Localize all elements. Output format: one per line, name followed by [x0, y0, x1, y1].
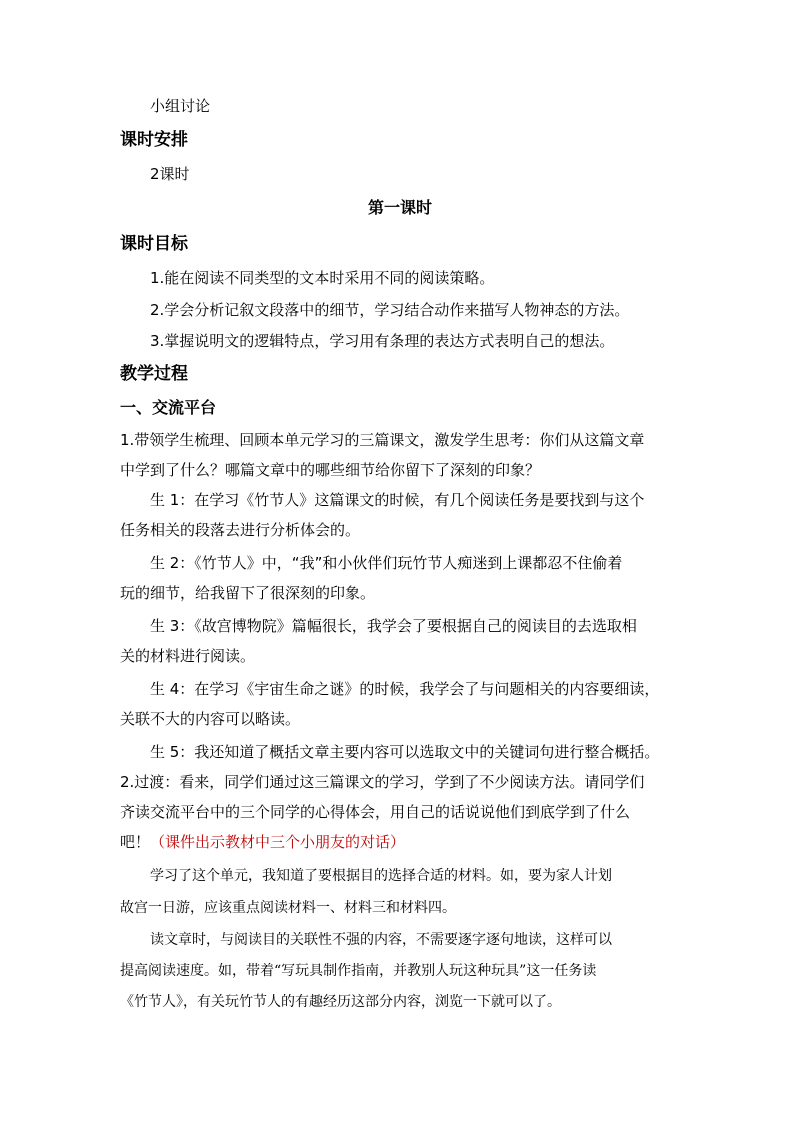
goals-heading: 课时目标 — [120, 234, 188, 254]
quote2-line-2: 提高阅读速度。如，带着“写玩具制作指南，并教别人玩这种玩具”这一任务读 — [120, 963, 597, 979]
student5-line-1: 生 5：我还知道了概括文章主要内容可以选取文中的关键词句进行整合概括。 — [150, 743, 660, 761]
goal-item-3: 3.掌握说明文的逻辑特点，学习用有条理的表达方式表明自己的想法。 — [150, 332, 615, 350]
student4-line-2: 关联不大的内容可以略读。 — [120, 710, 301, 728]
student1-line-1: 生 1：在学习《竹节人》这篇课文的时候，有几个阅读任务是要找到与这个 — [150, 491, 645, 509]
courseware-annotation: （课件出示教材中三个小朋友的对话） — [150, 833, 406, 851]
quote2-line-3: 《竹节人》，有关玩竹节人的有趣经历这部分内容，浏览一下就可以了。 — [120, 994, 561, 1010]
step2-line-1: 2.过渡：看来，同学们通过这三篇课文的学习，学到了不少阅读方法。请同学们 — [120, 773, 645, 791]
process-heading: 教学过程 — [120, 364, 188, 384]
student4-line-1: 生 4：在学习《宇宙生命之谜》的时候，我学会了与问题相关的内容要细读， — [150, 680, 660, 698]
section1-heading: 一、交流平台 — [120, 398, 217, 417]
student3-line-1: 生 3：《故宫博物院》篇幅很长，我学会了要根据自己的阅读目的去选取相 — [150, 617, 637, 635]
schedule-value: 2课时 — [150, 165, 190, 183]
lesson-title: 第一课时 — [367, 198, 432, 217]
step2-line-3-text: 吧！ — [120, 833, 151, 851]
student2-line-1: 生 2：《竹节人》中，“我”和小伙伴们玩竹节人痴迷到上课都忍不住偷着 — [150, 554, 623, 572]
quote1-line-2: 故宫一日游，应该重点阅读材料一、材料三和材料四。 — [120, 900, 456, 916]
goal-item-2: 2.学会分析记叙文段落中的细节，学习结合动作来描写人物神态的方法。 — [150, 301, 630, 319]
step1-line-2: 中学到了什么？哪篇文章中的哪些细节给你留下了深刻的印象？ — [120, 461, 541, 479]
quote2-line-1: 读文章时，与阅读目的关联性不强的内容，不需要逐字逐句地读，这样可以 — [150, 932, 612, 948]
group-discussion-text: 小组讨论 — [150, 97, 211, 115]
step2-line-2: 齐读交流平台中的三个同学的心得体会，用自己的话说说他们到底学到了什么 — [120, 803, 631, 821]
schedule-heading: 课时安排 — [120, 130, 188, 150]
step1-line-1: 1.带领学生梳理、回顾本单元学习的三篇课文，激发学生思考：你们从这篇文章 — [120, 431, 645, 449]
step2-line-3 — [120, 832, 680, 852]
goal-item-1: 1.能在阅读不同类型的文本时采用不同的阅读策略。 — [150, 269, 495, 287]
student2-line-2: 玩的细节，给我留下了很深刻的印象。 — [120, 584, 376, 602]
quote1-line-1: 学习了这个单元，我知道了要根据目的选择合适的材料。如，要为家人计划 — [150, 868, 612, 884]
student1-line-2: 任务相关的段落去进行分析体会的。 — [120, 521, 361, 539]
student3-line-2: 关的材料进行阅读。 — [120, 647, 256, 665]
